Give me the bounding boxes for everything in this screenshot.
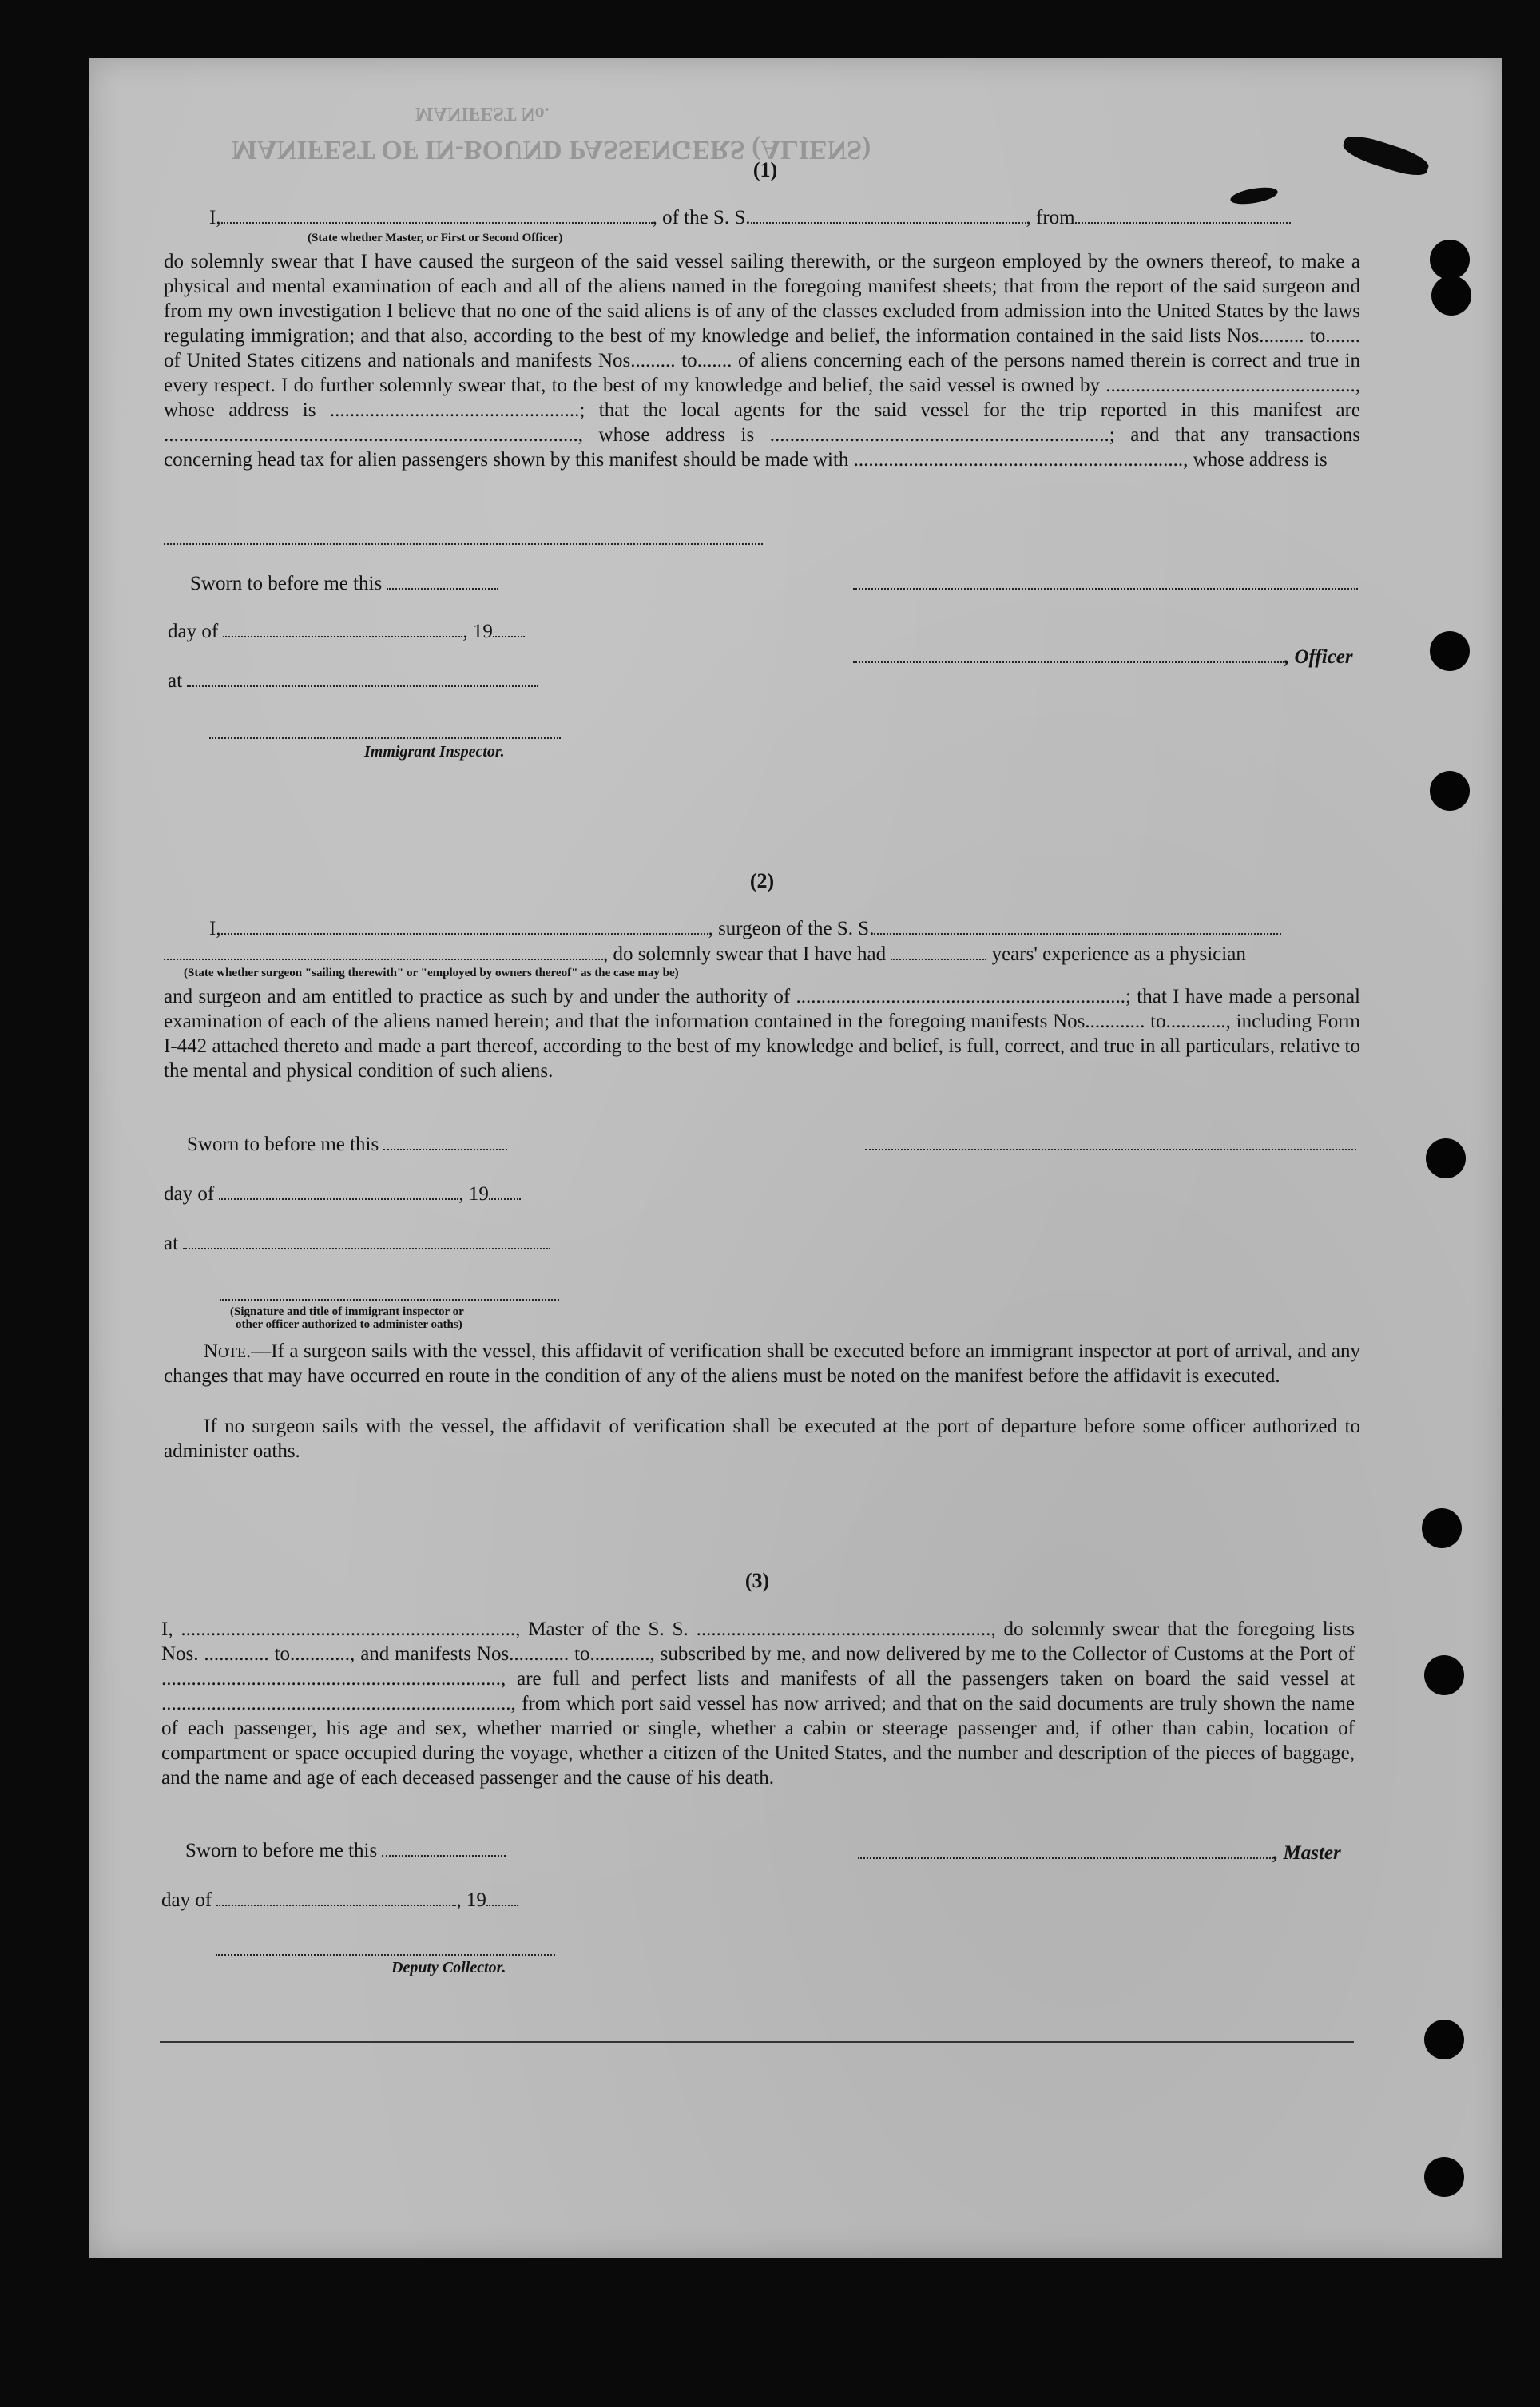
s2-note-label: Note. bbox=[204, 1341, 252, 1362]
s2-signature-line bbox=[865, 1133, 1356, 1156]
s2-day-label: day of bbox=[164, 1183, 215, 1205]
s3-master-label: , Master bbox=[1273, 1842, 1341, 1864]
binder-hole bbox=[1426, 1138, 1466, 1178]
s1-inspector-label: Immigrant Inspector. bbox=[364, 743, 505, 761]
s1-sworn-row bbox=[190, 572, 498, 595]
s2-sig-note-2: other officer authorized to administer oaths) bbox=[236, 1318, 462, 1331]
s1-at-label: at bbox=[168, 670, 183, 692]
binder-hole bbox=[1424, 2157, 1464, 2197]
s3-sworn-label: Sworn to before me this bbox=[185, 1840, 378, 1861]
s1-trailing-line bbox=[164, 527, 763, 550]
s2-day-row bbox=[164, 1182, 521, 1205]
binder-hole bbox=[1424, 1655, 1464, 1695]
section-3-number: (3) bbox=[744, 1569, 770, 1592]
binder-hole bbox=[1430, 240, 1470, 280]
s2-note-text: —If a surgeon sails with the vessel, this affidavit of verification shall be executed before an immigrant inspector at port of arrival, and any changes that may have occurred en route in the condition of any of the aliens must be noted on the manifest before the affidavit is executed. bbox=[164, 1341, 1360, 1387]
bleed-through-subtitle: MANIFEST No. bbox=[415, 103, 550, 124]
s1-officer-label: , Officer bbox=[1284, 646, 1353, 668]
s3-collector-line bbox=[216, 1938, 555, 1961]
s1-signature-line bbox=[853, 572, 1358, 595]
s1-inspector-line bbox=[209, 721, 561, 745]
binder-hole bbox=[1424, 2020, 1464, 2059]
s3-day-label: day of bbox=[161, 1889, 212, 1911]
s2-oath-text: and surgeon and am entitled to practice as such by and under the authority of ..................................................................; that I have made a personal examination of each of the aliens named herein; and that the information contained in the foregoing manifests Nos............ to............, including Form I-442 attached thereto and made a part thereof, according to the best of my knowledge and belief, is full, correct, and true in all particulars, relative to the mental and physical condition of such aliens. bbox=[164, 986, 1360, 1082]
s2-line1 bbox=[209, 917, 1281, 940]
s2-at-row bbox=[164, 1232, 550, 1255]
s1-officer-row bbox=[853, 645, 1353, 669]
s2-surgeon-note: (State whether surgeon "sailing therewith" or "employed by owners thereof" as the case may be) bbox=[184, 967, 679, 979]
s2-ss-label: , surgeon of the S. S. bbox=[708, 918, 875, 939]
s2-sworn-row bbox=[187, 1133, 507, 1156]
s1-ss-label: , of the S. S. bbox=[652, 207, 751, 228]
binder-hole bbox=[1430, 771, 1470, 811]
section-1-number: (1) bbox=[752, 158, 778, 181]
s1-oath-text: do solemnly swear that I have caused the surgeon of the said vessel sailing therewith, or the surgeon employed by the owners thereof, to make a physical and mental examination of each and all of the aliens named in the foregoing manifest sheets; that from the report of the said surgeon and from my own investigation I believe that no one of the said aliens is of any of the classes excluded from admission into the United States by the laws regulating immigration; and that also, according to the best of my knowledge and belief, the information contained in the said lists Nos......... to....... of United States citizens and nationals and manifests Nos......... to....... of aliens concerning each of the persons named therein is correct and true in every respect. I do further solemnly swear that, to the best of my knowledge and belief, the said vessel is owned by .................................................., whose address is ..................................................; that the local agents for the said vessel for the trip reported in this manifest are ..................................................................................., whose address is ....................................................................; and that any transactions concerning head tax for alien passengers shown by this manifest should be made with .................................................................., whose address is bbox=[164, 251, 1360, 471]
s3-sworn-row bbox=[185, 1839, 506, 1862]
s2-sig-note-1: (Signature and title of immigrant inspector or bbox=[230, 1305, 464, 1318]
s1-day-row bbox=[168, 620, 525, 643]
s3-year-label: , 19 bbox=[456, 1889, 486, 1911]
s1-sworn-label: Sworn to before me this bbox=[190, 573, 383, 594]
s2-inspector-line bbox=[220, 1283, 559, 1306]
s2-i-label: I, bbox=[209, 918, 221, 939]
s2-note-2: If no surgeon sails with the vessel, the affidavit of verification shall be executed at the port of departure before some officer authorized to administer oaths. bbox=[164, 1416, 1360, 1462]
s1-at-row bbox=[168, 669, 538, 693]
bleed-through-title: MANIFEST OF IN-BOUND PASSENGERS (ALIENS) bbox=[232, 135, 871, 165]
binder-hole bbox=[1430, 631, 1470, 671]
s2-swear-label: , do solemnly swear that I have had bbox=[603, 943, 887, 965]
s1-year-label: , 19 bbox=[462, 621, 493, 642]
section-2-number: (2) bbox=[749, 869, 775, 892]
s2-at-label: at bbox=[164, 1233, 179, 1254]
s1-line1 bbox=[209, 206, 1291, 229]
binder-hole bbox=[1422, 1508, 1462, 1548]
s3-master-row bbox=[858, 1841, 1341, 1865]
s2-sworn-label: Sworn to before me this bbox=[187, 1134, 379, 1155]
binder-hole bbox=[1431, 276, 1471, 316]
s1-day-label: day of bbox=[168, 621, 219, 642]
s1-i-label: I, bbox=[209, 207, 221, 228]
s3-collector-label: Deputy Collector. bbox=[391, 1959, 506, 1976]
bottom-rule bbox=[160, 2041, 1354, 2043]
s2-years-label: years' experience as a physician bbox=[991, 943, 1246, 965]
s1-officer-note: (State whether Master, or First or Second Officer) bbox=[308, 232, 563, 244]
s3-oath-text: I, ..................................................................., Master of the S. S. ..........................................................., do solemnly swear that the foregoing lists Nos. ............. to............, and manifests Nos............ to............, subscribed by me, and now delivered by me to the Collector of Customs at the Port of ...................................................................., are full and perfect lists and manifests of all the passengers taken on board the said vessel at ......................................................................, from which port said vessel has now arrived; and that on the said documents are truly shown the name of each passenger, his age and sex, whether married or single, whether a cabin or steerage passenger and, if other than cabin, location of compartment or space occupied during the voyage, whether a citizen of the United States, and the number and description of the pieces of baggage, and the name and age of each deceased passenger and the cause of his death. bbox=[161, 1619, 1355, 1789]
s3-day-row bbox=[161, 1889, 518, 1912]
s2-year-label: , 19 bbox=[458, 1183, 489, 1205]
s2-line2 bbox=[164, 943, 1246, 966]
s1-from-label: , from bbox=[1026, 207, 1075, 228]
s2-note bbox=[164, 1339, 1360, 1388]
